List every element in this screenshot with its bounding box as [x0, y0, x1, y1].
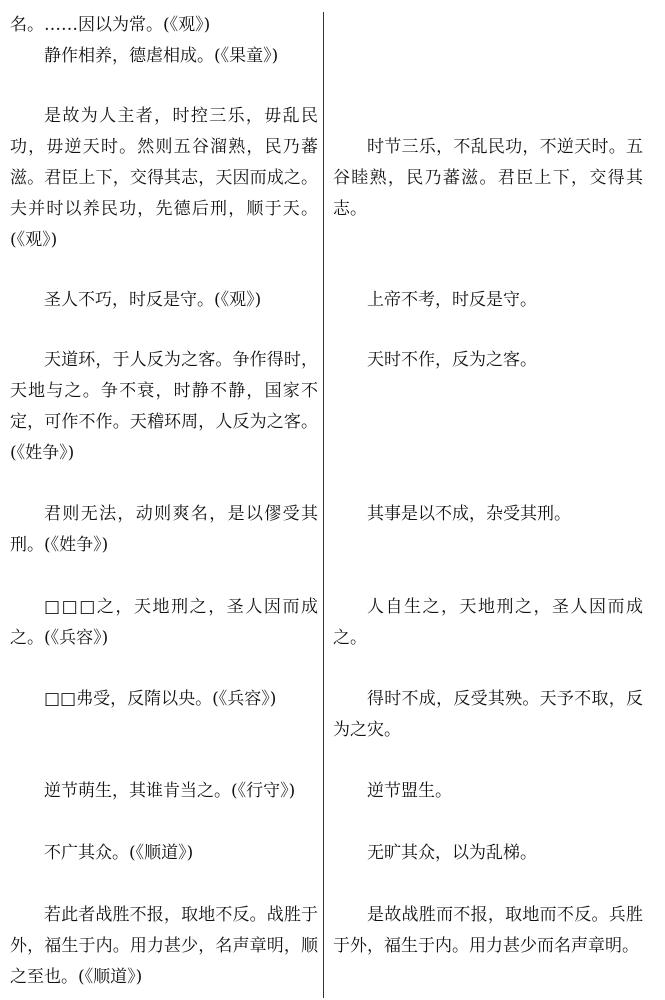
right-paragraph-4: 其事是以不成，杂受其刑。 — [367, 504, 571, 524]
left-paragraph-10: 若此者战胜不报，取地不反。战胜于外，福生于内。用力甚少，名声章明，顺之至也。(《顺道》) — [10, 905, 318, 987]
right-paragraph-6: 得时不成，反受其殃。天予不取，反为之灾。 — [333, 689, 643, 740]
right-paragraph-3: 天时不作，反为之客。 — [367, 350, 537, 370]
left-paragraph-4: 天道环，于人反为之客。争作得时，天地与之。争不衰，时静不静，国家不定，可作不作。天稽环周，人反为之客。(《姓争》) — [10, 350, 318, 463]
right-paragraph-9: 是故战胜而不报，取地而不反。兵胜于外，福生于内。用力甚少而名声章明。 — [333, 905, 643, 956]
left-fragment: 名。……因以为常。(《观》) — [10, 15, 211, 35]
left-paragraph-1: 静作相养，德虐相成。(《果童》) — [44, 46, 279, 66]
left-paragraph-9: 不广其众。(《顺道》) — [44, 843, 194, 863]
left-paragraph-7: □□弗受，反隋以央。(《兵容》) — [44, 689, 277, 709]
left-paragraph-3: 圣人不巧，时反是守。(《观》) — [44, 290, 262, 310]
right-paragraph-5: 人自生之，天地刑之，圣人因而成之。 — [333, 597, 643, 648]
right-paragraph-2: 上帝不考，时反是守。 — [367, 290, 537, 310]
left-paragraph-6: □□□之，天地刑之，圣人因而成之。(《兵容》) — [10, 597, 318, 648]
left-column — [10, 0, 318, 1000]
left-paragraph-8: 逆节萌生，其谁肯当之。(《行守》) — [44, 781, 296, 801]
right-paragraph-7: 逆节盟生。 — [367, 781, 452, 801]
right-paragraph-8: 无旷其众，以为乱梯。 — [367, 843, 537, 863]
left-paragraph-5: 君则无法，动则爽名，是以僇受其刑。(《姓争》) — [10, 504, 318, 555]
left-paragraph-2: 是故为人主者，时控三乐，毋乱民功，毋逆天时。然则五谷溜熟，民乃蕃滋。君臣上下，交得其志，天因而成之。夫并时以养民功，先德后刑，顺于天。(《观》) — [10, 106, 318, 250]
right-paragraph-1: 时节三乐，不乱民功，不逆天时。五谷睦熟，民乃蕃滋。君臣上下，交得其志。 — [333, 137, 643, 219]
right-column — [333, 0, 643, 1000]
column-divider — [323, 12, 324, 998]
